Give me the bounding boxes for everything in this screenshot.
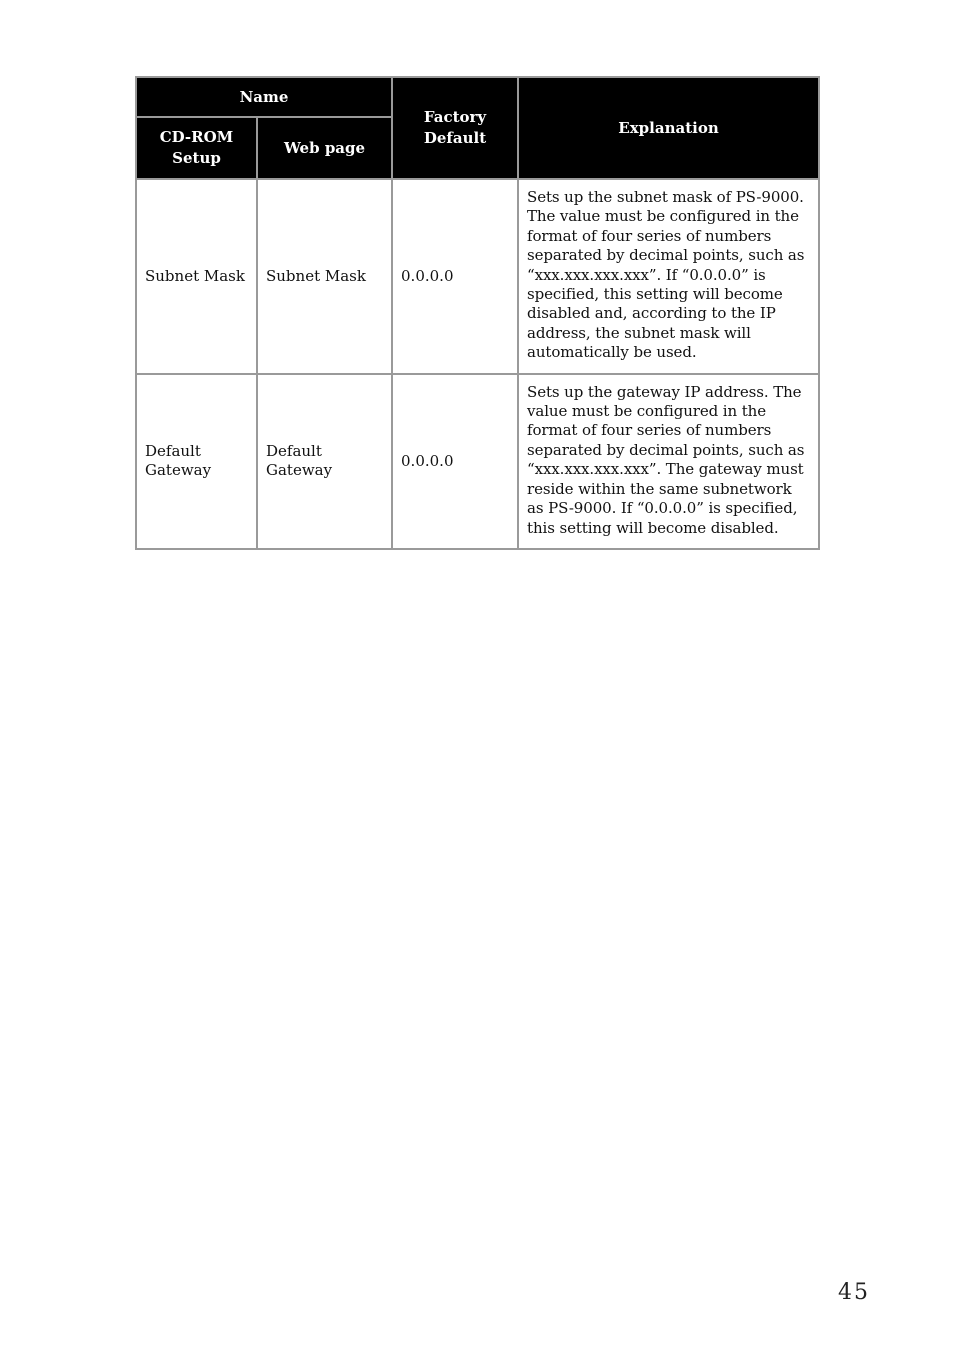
table-body: [136, 179, 819, 549]
header-explanation: Explanation: [518, 77, 819, 179]
header-row-top: [136, 77, 819, 117]
cdrom-setup-cell: Default Gateway: [136, 374, 257, 549]
explanation-cell: Sets up the gateway IP address. The value must be configured in the format of four series of numbers separated by decimal points, such as “xxx.xxx.xxx.xxx”. The gateway must reside within the same subnetwork as PS-9000. If “0.0.0.0” is specified, this setting will become disabled.: [518, 374, 819, 549]
page-number: 45: [838, 1280, 870, 1305]
header-cdrom-setup: CD-ROM Setup: [136, 117, 257, 179]
web-page-cell: Default Gateway: [257, 374, 392, 549]
factory-default-cell: 0.0.0.0: [392, 374, 518, 549]
header-factory-default: Factory Default: [392, 77, 518, 179]
header-name: Name: [136, 77, 392, 117]
settings-table: [135, 76, 820, 550]
web-page-cell: Subnet Mask: [257, 179, 392, 374]
cdrom-setup-cell: Subnet Mask: [136, 179, 257, 374]
table-header: [136, 77, 819, 179]
table-row: [136, 374, 819, 549]
factory-default-cell: 0.0.0.0: [392, 179, 518, 374]
explanation-cell: Sets up the subnet mask of PS-9000. The value must be configured in the format of four series of numbers separated by decimal points, such as “xxx.xxx.xxx.xxx”. If “0.0.0.0” is specified, this setting will become disabled and, according to the IP address, the subnet mask will automatically be used.: [518, 179, 819, 374]
header-web-page: Web page: [257, 117, 392, 179]
table-row: [136, 179, 819, 374]
